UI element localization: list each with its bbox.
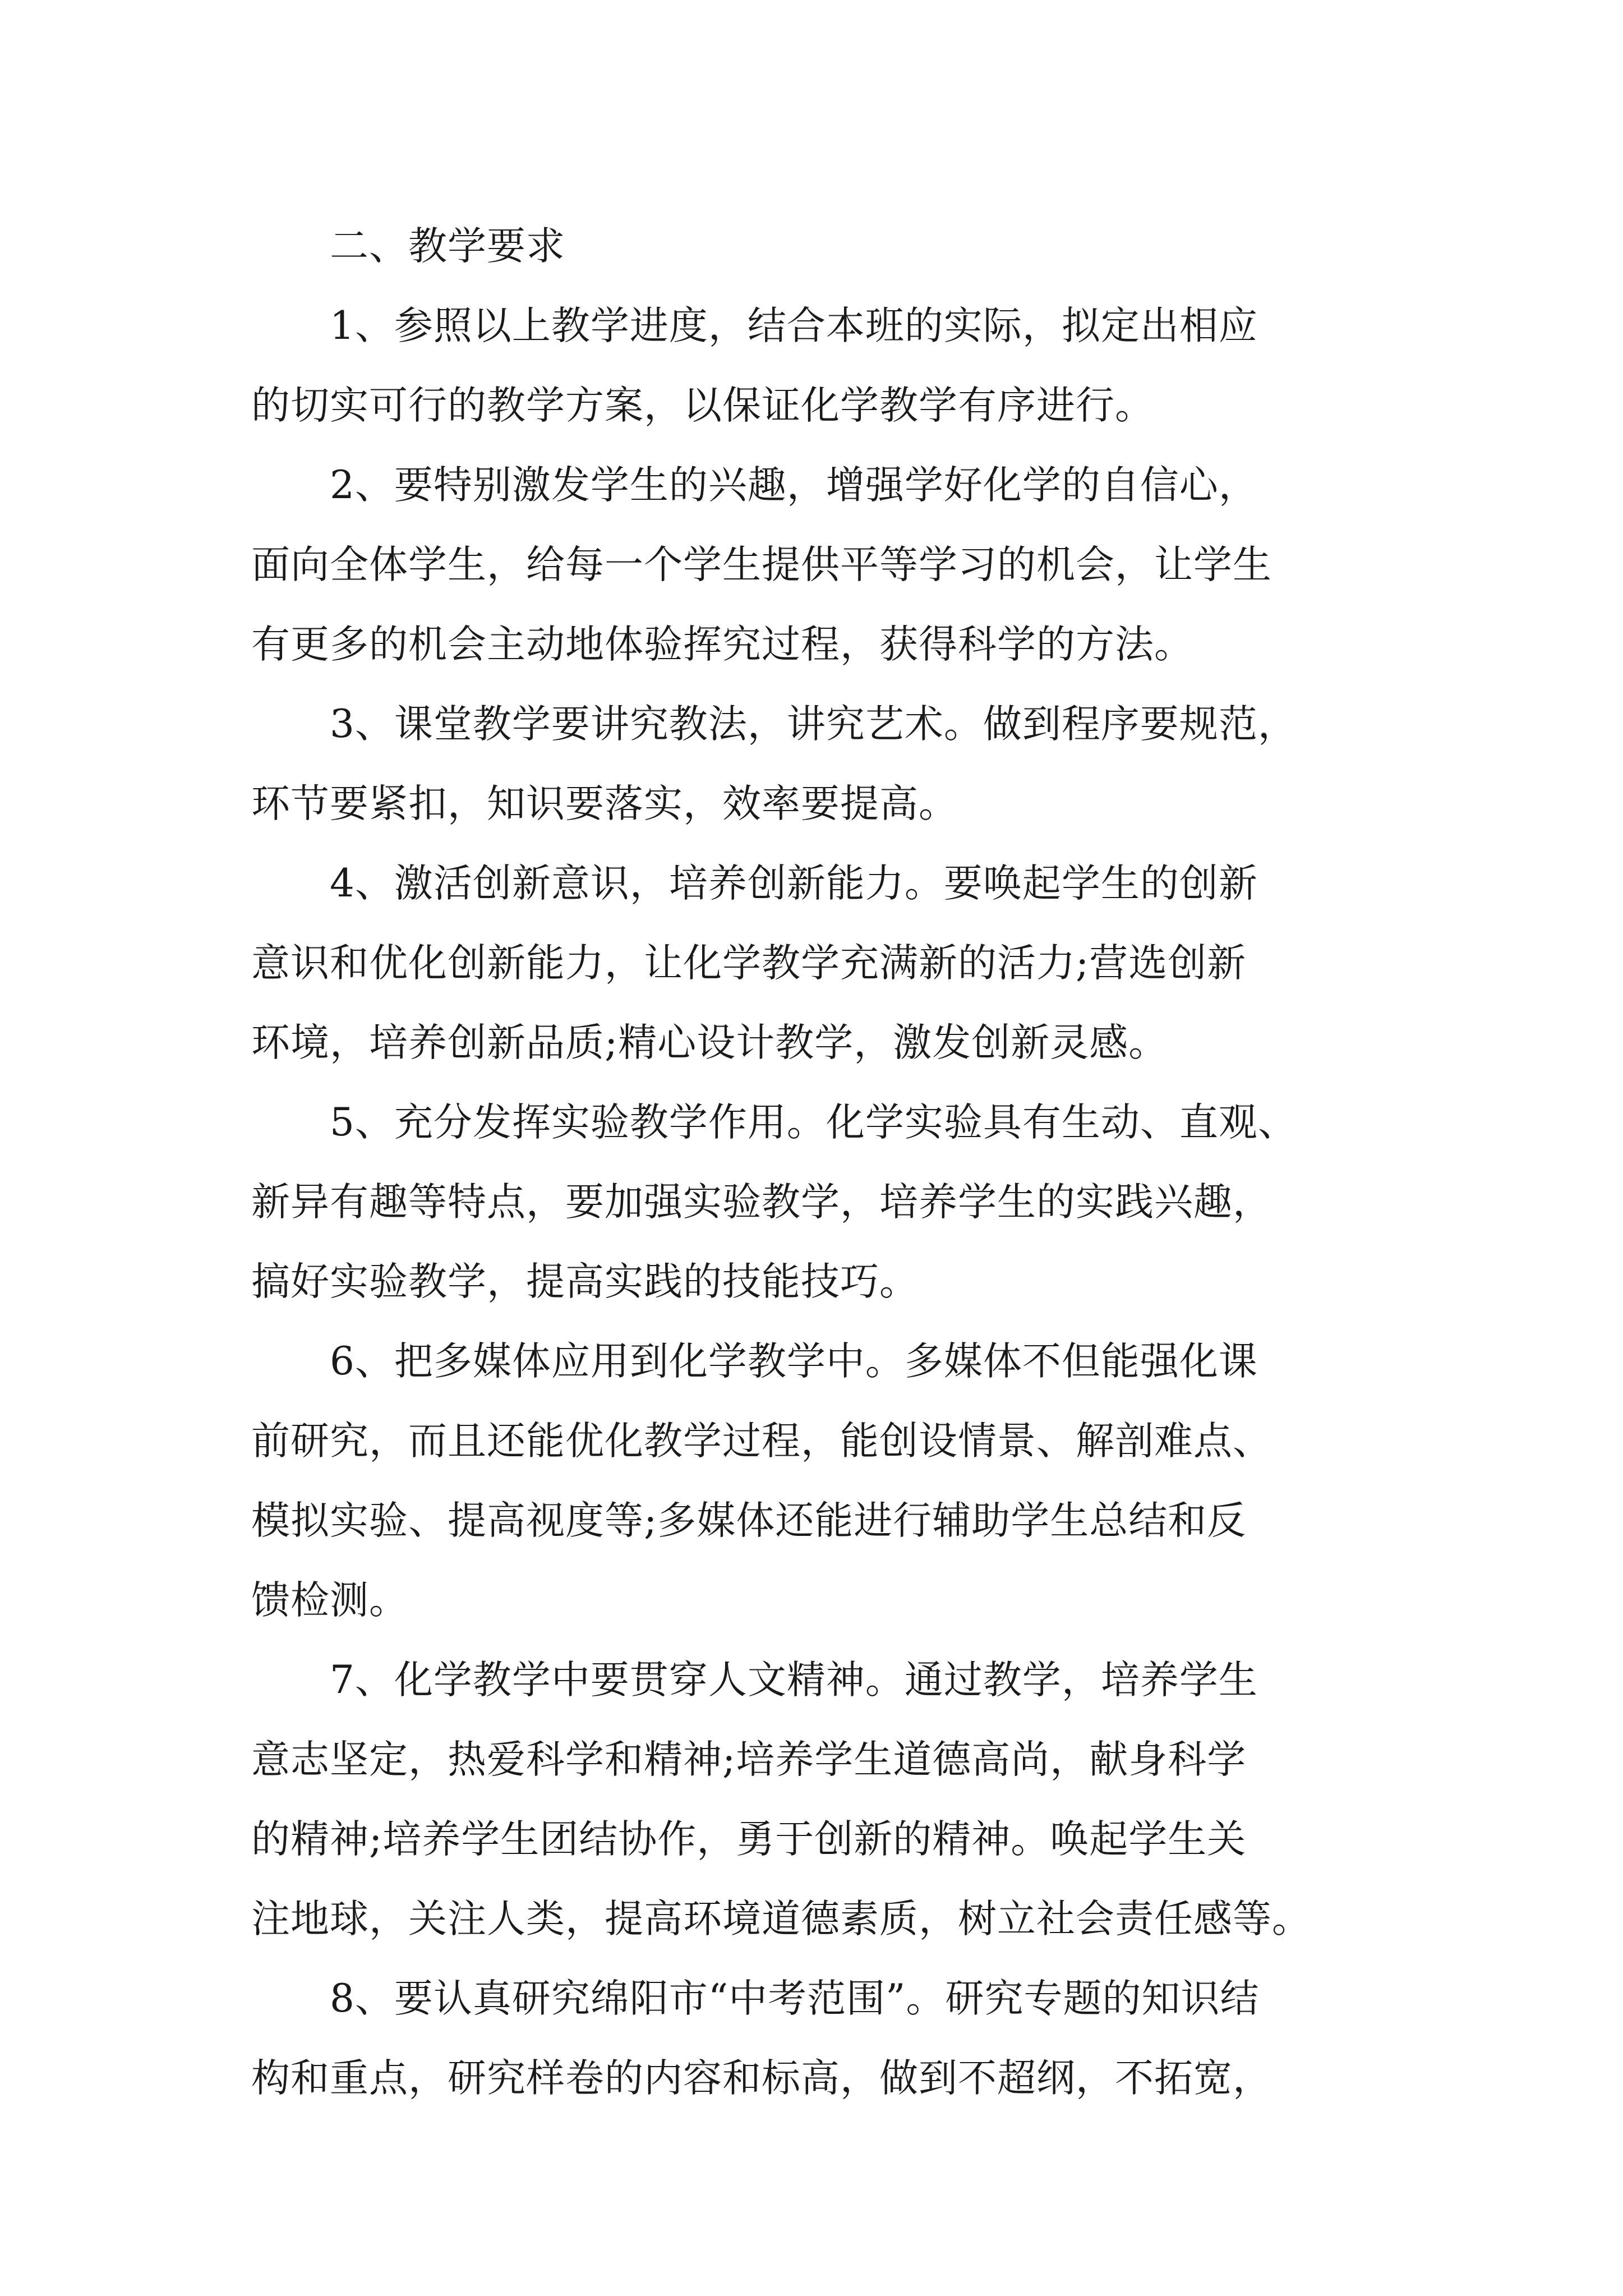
text-line: 的精神;培养学生团结协作，勇于创新的精神。唤起学生关: [251, 1817, 1247, 1862]
document-body: [251, 206, 1378, 2118]
text-line: 搞好实验教学，提高实践的技能技巧。: [251, 1259, 919, 1304]
text-line: 的切实可行的教学方案，以保证化学教学有序进行。: [251, 383, 1154, 428]
text-line: 5、充分发挥实验教学作用。化学实验具有生动、直观、: [330, 1100, 1297, 1145]
text-line: 4、激活创新意识，培养创新能力。要唤起学生的创新: [330, 861, 1258, 906]
text-line: 模拟实验、提高视度等;多媒体还能进行辅助学生总结和反: [251, 1498, 1247, 1543]
text-line: 3、课堂教学要讲究教法，讲究艺术。做到程序要规范，: [330, 702, 1297, 747]
text-line: 前研究，而且还能优化教学过程，能创设情景、解剖难点、: [251, 1419, 1272, 1464]
text-line: 注地球，关注人类，提高环境道德素质，树立社会责任感等。: [251, 1897, 1311, 1941]
text-line: 有更多的机会主动地体验挥究过程，获得科学的方法。: [251, 622, 1193, 667]
text-line: 1、参照以上教学进度，结合本班的实际，拟定出相应: [330, 303, 1258, 348]
text-line: 意志坚定，热爱科学和精神;培养学生道德高尚，献身科学: [251, 1737, 1247, 1782]
text-line: 意识和优化创新能力，让化学教学充满新的活力;营选创新: [251, 941, 1247, 986]
text-line: 6、把多媒体应用到化学教学中。多媒体不但能强化课: [330, 1339, 1258, 1384]
text-line: 环节要紧扣，知识要落实，效率要提高。: [251, 781, 958, 826]
text-line: 馈检测。: [251, 1578, 408, 1623]
text-line: 新异有趣等特点，要加强实验教学，培养学生的实践兴趣，: [251, 1180, 1272, 1225]
text-line: 7、化学教学中要贯穿人文精神。通过教学，培养学生: [330, 1658, 1258, 1703]
text-line: 环境，培养创新品质;精心设计教学，激发创新灵感。: [251, 1020, 1168, 1065]
section-heading: 二、教学要求: [330, 224, 565, 269]
text-line: 2、要特别激发学生的兴趣，增强学好化学的自信心，: [330, 463, 1258, 508]
text-line: 面向全体学生，给每一个学生提供平等学习的机会，让学生: [251, 542, 1272, 587]
text-line: 8、要认真研究绵阳市“中考范围”。研究专题的知识结: [330, 1976, 1260, 2021]
paragraph-lines: [251, 286, 1378, 2118]
text-line: 构和重点，研究样卷的内容和标高，做到不超纲，不拓宽，: [251, 2056, 1272, 2101]
